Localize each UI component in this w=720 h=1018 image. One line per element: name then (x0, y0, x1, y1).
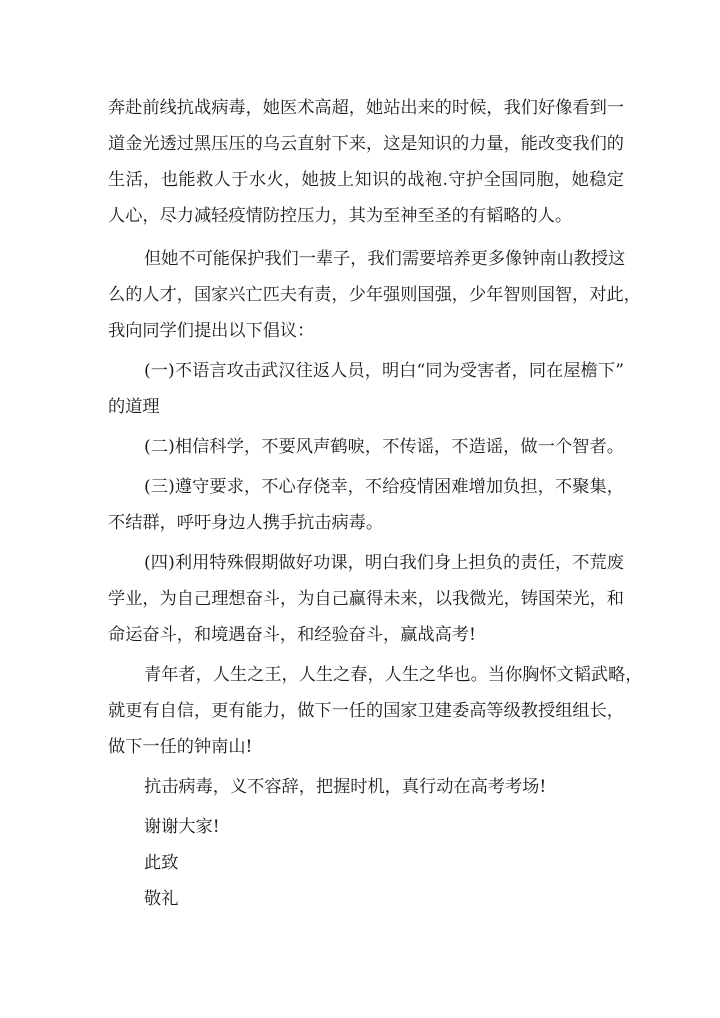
paragraph-line: 做下一任的钟南山! (108, 737, 253, 757)
paragraph-line: 人心，尽力减轻疫情防控压力，其为至神至圣的有韬略的人。 (108, 206, 573, 226)
salutation-line: 敬礼 (144, 889, 179, 909)
paragraph-line: 道金光透过黑压压的乌云直射下来，这是知识的力量，能改变我们的 (108, 134, 624, 154)
paragraph-line: 生活，也能救人于水火，她披上知识的战袍.守护全国同胞，她稳定 (108, 170, 624, 190)
proposal-item-2: (二)相信科学，不要风声鹤唳，不传谣，不造谣，做一个智者。 (144, 437, 624, 457)
proposal-item-4: (四)利用特殊假期做好功课，明白我们身上担负的责任，不荒废 (144, 553, 624, 573)
paragraph-line: 么的人才，国家兴亡匹夫有责，少年强则国强，少年智则国智，对此， (108, 285, 641, 305)
paragraph-line: 青年者，人生之王，人生之春，人生之华也。当你胸怀文韬武略， (144, 665, 643, 685)
proposal-item-3: (三)遵守要求，不心存侥幸，不给疫情困难增加负担，不聚集， (144, 477, 624, 497)
closing-call: 抗击病毒，义不容辞，把握时机，真行动在高考考场! (144, 777, 547, 797)
paragraph-line: 但她不可能保护我们一辈子，我们需要培养更多像钟南山教授这 (144, 249, 626, 269)
paragraph-line: 我向同学们提出以下倡议： (108, 321, 315, 341)
paragraph-line: 命运奋斗，和境遇奋斗，和经验奋斗，赢战高考! (108, 625, 476, 645)
salutation-line: 此致 (144, 853, 179, 873)
paragraph-line: 的道理 (108, 397, 160, 417)
paragraph-line: 就更有自信，更有能力，做下一任的国家卫建委高等级教授组组长， (108, 701, 624, 721)
thanks-line: 谢谢大家! (144, 817, 220, 837)
paragraph-line: 学业，为自己理想奋斗，为自己赢得未来，以我微光，铸国荣光，和 (108, 589, 624, 609)
paragraph-line: 不结群，呼吁身边人携手抗击病毒。 (108, 513, 384, 533)
paragraph-line: 奔赴前线抗战病毒，她医术高超，她站出来的时候，我们好像看到一 (108, 98, 624, 118)
proposal-item-1: (一)不语言攻击武汉往返人员，明白“同为受害者，同在屋檐下” (144, 361, 624, 381)
